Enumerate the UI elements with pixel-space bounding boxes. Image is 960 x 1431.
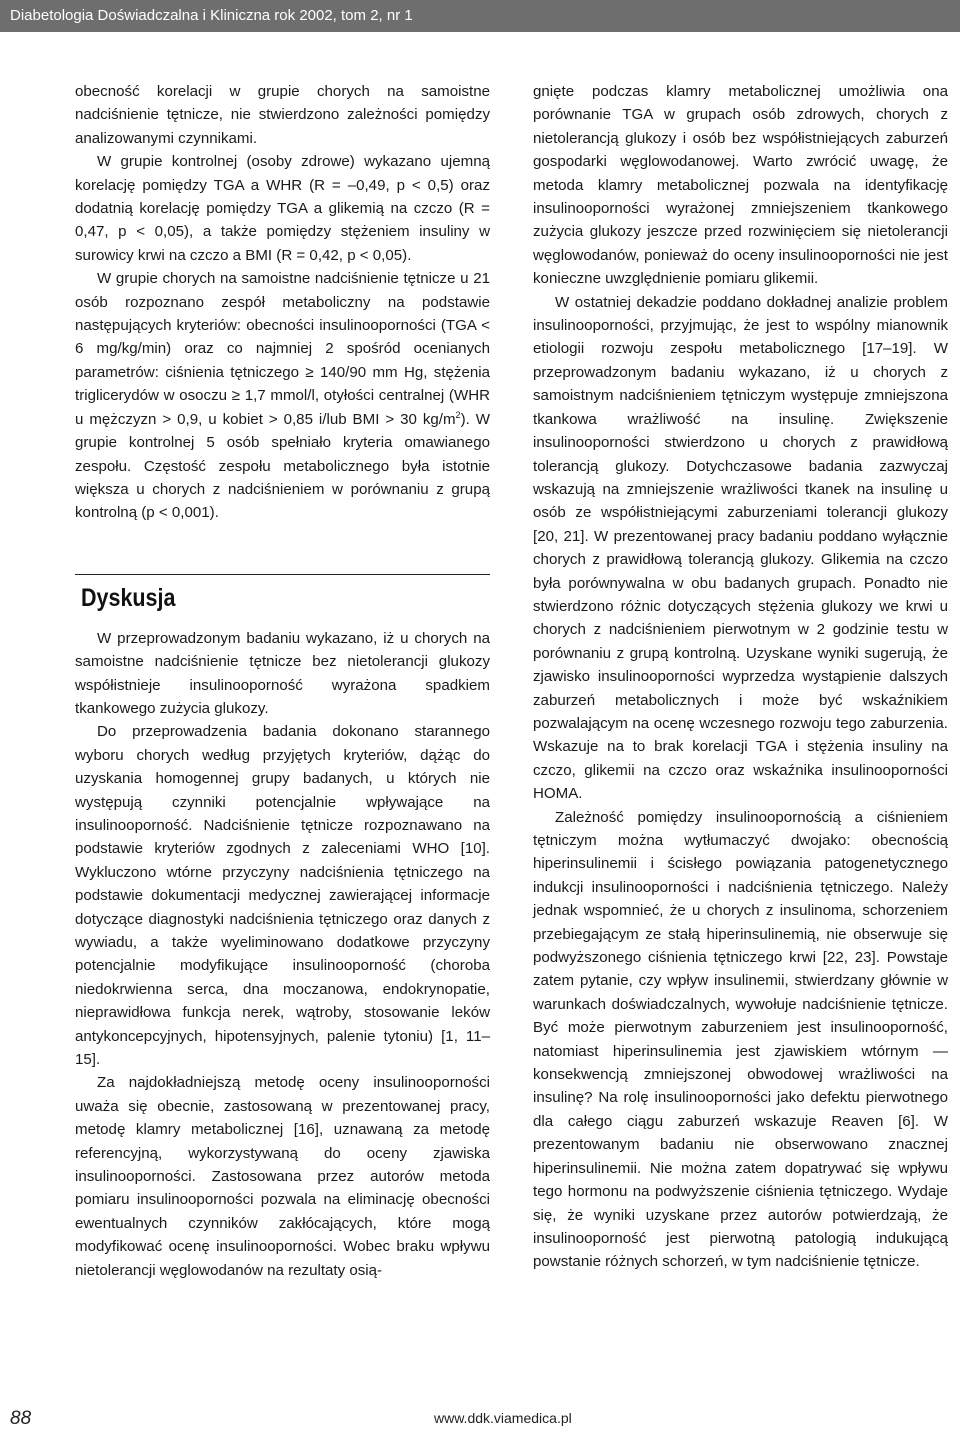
paragraph: obecność korelacji w grupie chorych na samoistne nadciśnienie tętnicze, nie stwierdzono zależności pomiędzy analizowanymi czynnikami. [75, 83, 490, 147]
running-title: Diabetologia Doświadczalna i Kliniczna rok 2002, tom 2, nr 1 [10, 7, 413, 24]
section-divider [75, 574, 490, 575]
running-header [0, 0, 960, 32]
paragraph: W grupie kontrolnej (osoby zdrowe) wykazano ujemną korelację pomiędzy TGA a WHR (R = –0,49, p < 0,5) oraz dodatnią korelację pomiędzy TGA a glikemią na czczo (R = 0,47, p < 0,05), a także pomiędzy stężeniem insuliny w surowicy krwi na czczo a BMI (R = 0,42, p < 0,05). [75, 153, 490, 264]
paragraph: Zależność pomiędzy insulinoopornością a ciśnieniem tętniczym można wytłumaczyć dwojako: obecnością hiperinsulinemii i ścisłego powiązania patogenetycznego indukcji insulinooporności i nadciśnienia tętniczego. Należy jednak wspomnieć, że u chorych z insulinoma, schorzeniem przebiegającym ze stałą hiperinsulinemią, nie obserwuje się podwyższonego ciśnienia tętniczego krwi [22, 23]. Powstaje zatem pytanie, czy wpływ insulinemii, stwierdzany głównie w warunkach doświadczalnych, wywołuje nadciśnienie tętnicze. Być może pierwotnym zaburzeniem jest insulinooporność, natomiast hiperinsulinemia jest zjawiskiem wtórnym — konsekwencją zmniejszonej obwodowej wrażliwości na insulinę? Na rolę insulinooporności jako defektu pierwotnego dla całego ciągu zaburzeń wskazuje Reaven [6]. W prezentowanym badaniu nie obserwowano znacznej hiperinsulinemii. Nie można zatem dopatrywać się wpływu tego hormonu na podwyższenie ciśnienia tętniczego. Wydaje się, że wyniki uzyskane przez autorów potwierdzają, że insulinooporność jest pierwotną patologią indukującą powstanie różnych schorzeń, w tym nadciśnienie tętnicze. [533, 808, 948, 1271]
page-number: 88 [10, 1408, 32, 1429]
paragraph-metabolic-criteria [75, 267, 490, 524]
paragraph: gnięte podczas klamry metabolicznej umożliwia ona porównanie TGA w grupach osób zdrowych, chorych z nietolerancją glukozy i osób bez współistniejących zaburzeń gospodarki węglowodanowej. Warto zwrócić uwagę, że metoda klamry metabolicznej pozwala na identyfikację insulinooporności wyrażonej zmniejszeniem tkankowego zużycia glukozy jeszcze przed rozwinięciem się nietolerancji węglowodanów, ponieważ do oceny insulinooporności nie jest konieczne uwzględnienie pomiaru glikemii. [533, 83, 948, 288]
footer-url: www.ddk.viamedica.pl [434, 1410, 572, 1426]
paragraph: W przeprowadzonym badaniu wykazano, iż u chorych na samoistne nadciśnienie tętnicze bez nietolerancji glukozy współistnieje insulinooporność wyrażona spadkiem tkankowego zużycia glukozy. [75, 629, 490, 717]
paragraph-text: W grupie chorych na samoistne nadciśnienie tętnicze u 21 osób rozpoznano zespół metaboliczny na podstawie następujących kryteriów: obecności insulinooporności (TGA < 6 mg/kg/min) oraz co najmniej 2 spośród ocenianych parametrów: ciśnienia tętniczego ≥ 140/90 mm Hg, stężenia triglicerydów w osoczu ≥ 1,7 mmol/l, otyłości centralnej (WHR u mężczyzn > 0,9, u kobiet > 0,85 i/lub BMI > 30 kg/m [75, 270, 490, 428]
paragraph-text: ). W grupie kontrolnej 5 osób spełniało kryteria omawianego zespołu. Częstość zespołu metabolicznego była istotnie większa u chorych z nadciśnieniem w porównaniu z grupą kontrolną (p < 0,001). [75, 410, 490, 522]
paragraph: W ostatniej dekadzie poddano dokładnej analizie problem insulinooporności, przyjmując, że jest to wspólny mianownik etiologii rozwoju zespołu metabolicznego [17–19]. W przeprowadzonym badaniu wykazano, iż u chorych z samoistnym nadciśnieniem tętniczym występuje zmniejszona tkankowa wrażliwość na insulinę. Zwiększenie insulinooporności stwierdzono u chorych z prawidłową tolerancją glukozy. Dotychczasowe badania zazwyczaj wskazują na zmniejszenie wrażliwości tkanek na insulinę u osób ze współistniejącymi zaburzeniami tolerancji glukozy [20, 21]. W prezentowanej pracy badaniu poddano wyłącznie chorych z prawidłową tolerancją glukozy. Glikemia na czczo była porównywalna w obu badanych grupach. Ponadto nie stwierdzono różnic dotyczących stężenia glukozy we krwi u chorych z nadciśnieniem pierwotnym w 2 godzinie testu w porównaniu z grupą kontrolną. Uzyskane wyniki sugerują, że zjawisko insulinooporności wyprzedza wystąpienie dalszych zaburzeń metabolicznych i może być wskaźnikiem pozwalającym na ocenę wczesnego rozwoju tego zaburzenia. Wskazuje na to brak korelacji TGA i stężenia insuliny na czczo, glikemii na czczo oraz wskaźnika insulinooporności HOMA. [533, 293, 948, 803]
left-column [75, 80, 490, 1282]
right-column [533, 80, 948, 1274]
paragraph: Za najdokładniejszą metodę oceny insulinooporności uważa się obecnie, zastosowaną w prezentowanej pracy, metodę klamry metabolicznej [16], uznawaną za metodę referencyjną, wykorzystywaną do oceny zjawiska insulinooporności. Zastosowana przez autorów metoda pomiaru insulinooporności pozwala na eliminację obecności ewentualnych czynników zakłócających, które mogą modyfikować ocenę insulinooporności. Wobec braku wpływu nietolerancji węglowodanów na rezultaty osią- [75, 1074, 490, 1279]
superscript: 2 [455, 409, 461, 420]
paragraph: Do przeprowadzenia badania dokonano starannego wyboru chorych według przyjętych kryteriów, dążąc do uzyskania homogennej grupy badanych, u których nie występują czynniki potencjalnie wpływające na insulinooporność. Nadciśnienie tętnicze rozpoznawano na podstawie kryteriów zgodnych z zaleceniami WHO [10]. Wykluczono wtórne przyczyny nadciśnienia tętniczego na podstawie dokumentacji medycznej zawierającej informacje dotyczące diagnostyki nadciśnienia tętniczego oraz danych z wywiadu, a także wyeliminowano dodatkowe przyczyny potencjalnie modyfikujące insulinooporność (choroba niedokrwienna serca, dna moczanowa, endokrynopatie, nieprawidłowa funkcja nerek, wątroby, stosowanie leków antykoncepcyjnych, hipotensyjnych, palenie tytoniu) [1, 11–15]. [75, 723, 490, 1069]
section-heading: Dyskusja [81, 583, 176, 612]
